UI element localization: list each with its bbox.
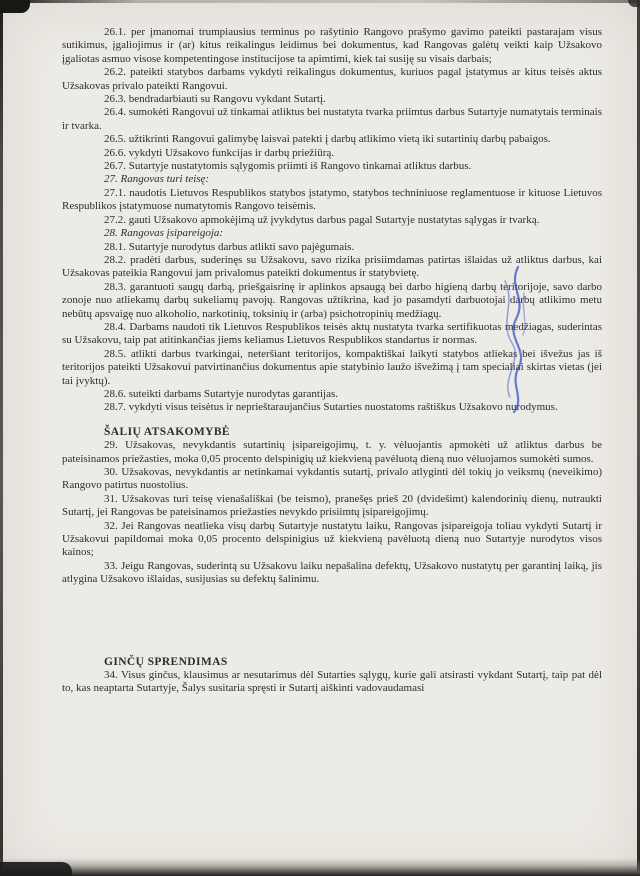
document-paragraph: 28. Rangovas įsipareigoja: bbox=[104, 227, 224, 240]
ink-stamp bbox=[488, 263, 540, 415]
document-paragraph: 32. Jei Rangovas neatlieka visų darbų Sutartyje nustatytu laiku, Rangovas įsipareigoja toliau vykdyti Sutartį ir Užsakovui papildomai moka 0,05 procento delspinigius už kiekvieną pavėluotą dieną nuo Sutartyje nurodytos visos kainos; bbox=[62, 519, 602, 559]
document-paragraph: 26.6. vykdyti Užsakovo funkcijas ir darbų priežiūrą. bbox=[104, 146, 335, 159]
document-paragraph: 33. Jeigu Rangovas, suderintą su Užsakovu laiku nepašalina defektų, Užsakovo nustatytų per garantinį laiką, jis atlygina Užsakovo išlaidas, susijusias su defektų šalinimu. bbox=[62, 559, 602, 586]
document-paragraph: 28.6. suteikti darbams Sutartyje nurodytas garantijas. bbox=[104, 387, 339, 400]
scan-edge-bottom bbox=[0, 858, 640, 876]
document-paragraph: 29. Užsakovas, nevykdantis sutartinių įsipareigojimų, t. y. vėluojantis apmokėti už atliktus darbus be pateisinamos priežasties, moka 0,05 procento delspinigių už kiekvieną pavėluotą dieną nuo vėluojamos sumokėti sumos. bbox=[62, 439, 602, 465]
section-gap bbox=[62, 587, 602, 645]
scan-edge-top bbox=[0, 0, 640, 3]
section-heading: ŠALIŲ ATSAKOMYBĖ bbox=[104, 425, 231, 438]
document-paragraph: 26.7. Sutartyje nustatytomis sąlygomis priimti iš Rangovo tinkamai atliktus darbus. bbox=[104, 160, 472, 173]
document-paragraph: 27.2. gauti Užsakovo apmokėjimą už įvykdytus darbus pagal Sutartyje nustatytas sąlygas ir tvarką. bbox=[104, 213, 540, 226]
scan-artifact-top-right bbox=[628, 0, 640, 7]
document-paragraph: 27. Rangovas turi teisę: bbox=[104, 173, 210, 186]
document-paragraph: 27.1. naudotis Lietuvos Respublikos statybos įstatymo, statybos techniniuose reglamentuose ir kituose Lietuvos Respublikos įstatymuose numatytomis Rangovo teisėmis. bbox=[62, 186, 602, 213]
document-paragraph: 26.5. užtikrinti Rangovui galimybę laisvai patekti į darbų atlikimo vietą iki sutartinių darbų pabaigos. bbox=[104, 133, 551, 146]
document-paragraph: 28.3. garantuoti saugų darbą, priešgaisrinę ir aplinkos apsaugą bei darbo higieną darbų teritorijoje, savo darbo zonoje nuo atliekamų darbų sukeliamų pavojų. Rangovas užtikrina, kad jo pasamdyti darbuotojai darbų atlikimo metu nebūtų apsvaigę nuo alkoholio, narkotinių, toksinių ir (arba) psichotropinių medžiagų. bbox=[62, 280, 602, 320]
document-paragraph: 26.1. per įmanomai trumpiausius terminus po rašytinio Rangovo prašymo gavimo pateikti pastarajam visus sutikimus, įgaliojimus ir (ar) kitus reikalingus leidimus bei dokumentus, kad Rangovas galėtų veikti kaip Užsakovo įgaliotas asmuo visose kompetentingose institucijose ta apimtimi, kiek tai susiję su visais darbais; bbox=[62, 26, 602, 65]
document-paragraph: 34. Visus ginčus, klausimus ar nesutarimus dėl Sutarties sąlygų, kurie gali atsirasti vykdant Sutartį, taip pat dėl to, kas neaptarta Sutartyje, Šalys susitaria spręsti ir Sutartį aiškinti vadovaudamasi bbox=[62, 669, 602, 695]
document-paragraph: 26.3. bendradarbiauti su Rangovu vykdant Sutartį. bbox=[104, 93, 326, 106]
document-paragraph: 26.4. sumokėti Rangovui už tinkamai atliktus bei nustatyta tvarka priimtus darbus Sutartyje numatytais terminais ir tvarka. bbox=[62, 106, 602, 132]
document-paragraph: 28.4. Darbams naudoti tik Lietuvos Respublikos teisės aktų nustatyta tvarka sertifikuotas medžiagas, suderintas su Užsakovu, taip pat atitinkančias jiems keliamus Lietuvos Respublikos standartus ir normas. bbox=[62, 320, 602, 347]
section-heading: GINČŲ SPRENDIMAS bbox=[104, 655, 228, 668]
document-paragraph: 28.1. Sutartyje nurodytus darbus atlikti savo pajėgumais. bbox=[104, 240, 355, 253]
document-paragraph: 26.2. pateikti statybos darbams vykdyti reikalingus dokumentus, kuriuos pagal įstatymus ar kitus teisės aktus Užsakovas privalo pateikti Rangovui. bbox=[62, 66, 602, 92]
document-paragraph: 28.2. pradėti darbus, suderinęs su Užsakovu, savo rizika prisiimdamas patirtas išlaidas už atliktus darbus, kai Užsakovas pateikia Rangovui jam privalomus pateikti dokumentus ir statybvietę. bbox=[62, 253, 602, 280]
document-paragraph: 28.5. atlikti darbus tvarkingai, neteršiant teritorijos, kompaktiškai laikyti statybos atliekas bei išvežus jas iš teritorijos pateikti Užsakovui patvirtinančius dokumentus apie statybinio laužo išvežimą į tam specialiai skirtas vietas (jei tai įvyktų). bbox=[62, 347, 602, 387]
scan-artifact-top-left bbox=[0, 0, 30, 13]
document-paragraph: 31. Užsakovas turi teisę vienašališkai (be teismo), pranešęs prieš 20 (dvidešimt) kalendorinių dienų, nutraukti Sutartį, jei Rangovas be pateisinamos priežasties nevykdo prisiimtų įsipareigojimų. bbox=[62, 492, 602, 519]
scan-artifact-bottom-left bbox=[0, 862, 72, 876]
scan-edge-left bbox=[0, 0, 3, 876]
document-paragraph: 28.7. vykdyti visus teisėtus ir neprieštaraujančius Sutarties nuostatoms raštiškus Užsakovo nurodymus. bbox=[104, 401, 558, 414]
document-paragraph: 30. Užsakovas, nevykdantis ar netinkamai vykdantis sutartį, privalo atlyginti dėl tokių jo veiksmų (neveikimo) Rangovo patirtus nuostolius. bbox=[62, 466, 602, 492]
